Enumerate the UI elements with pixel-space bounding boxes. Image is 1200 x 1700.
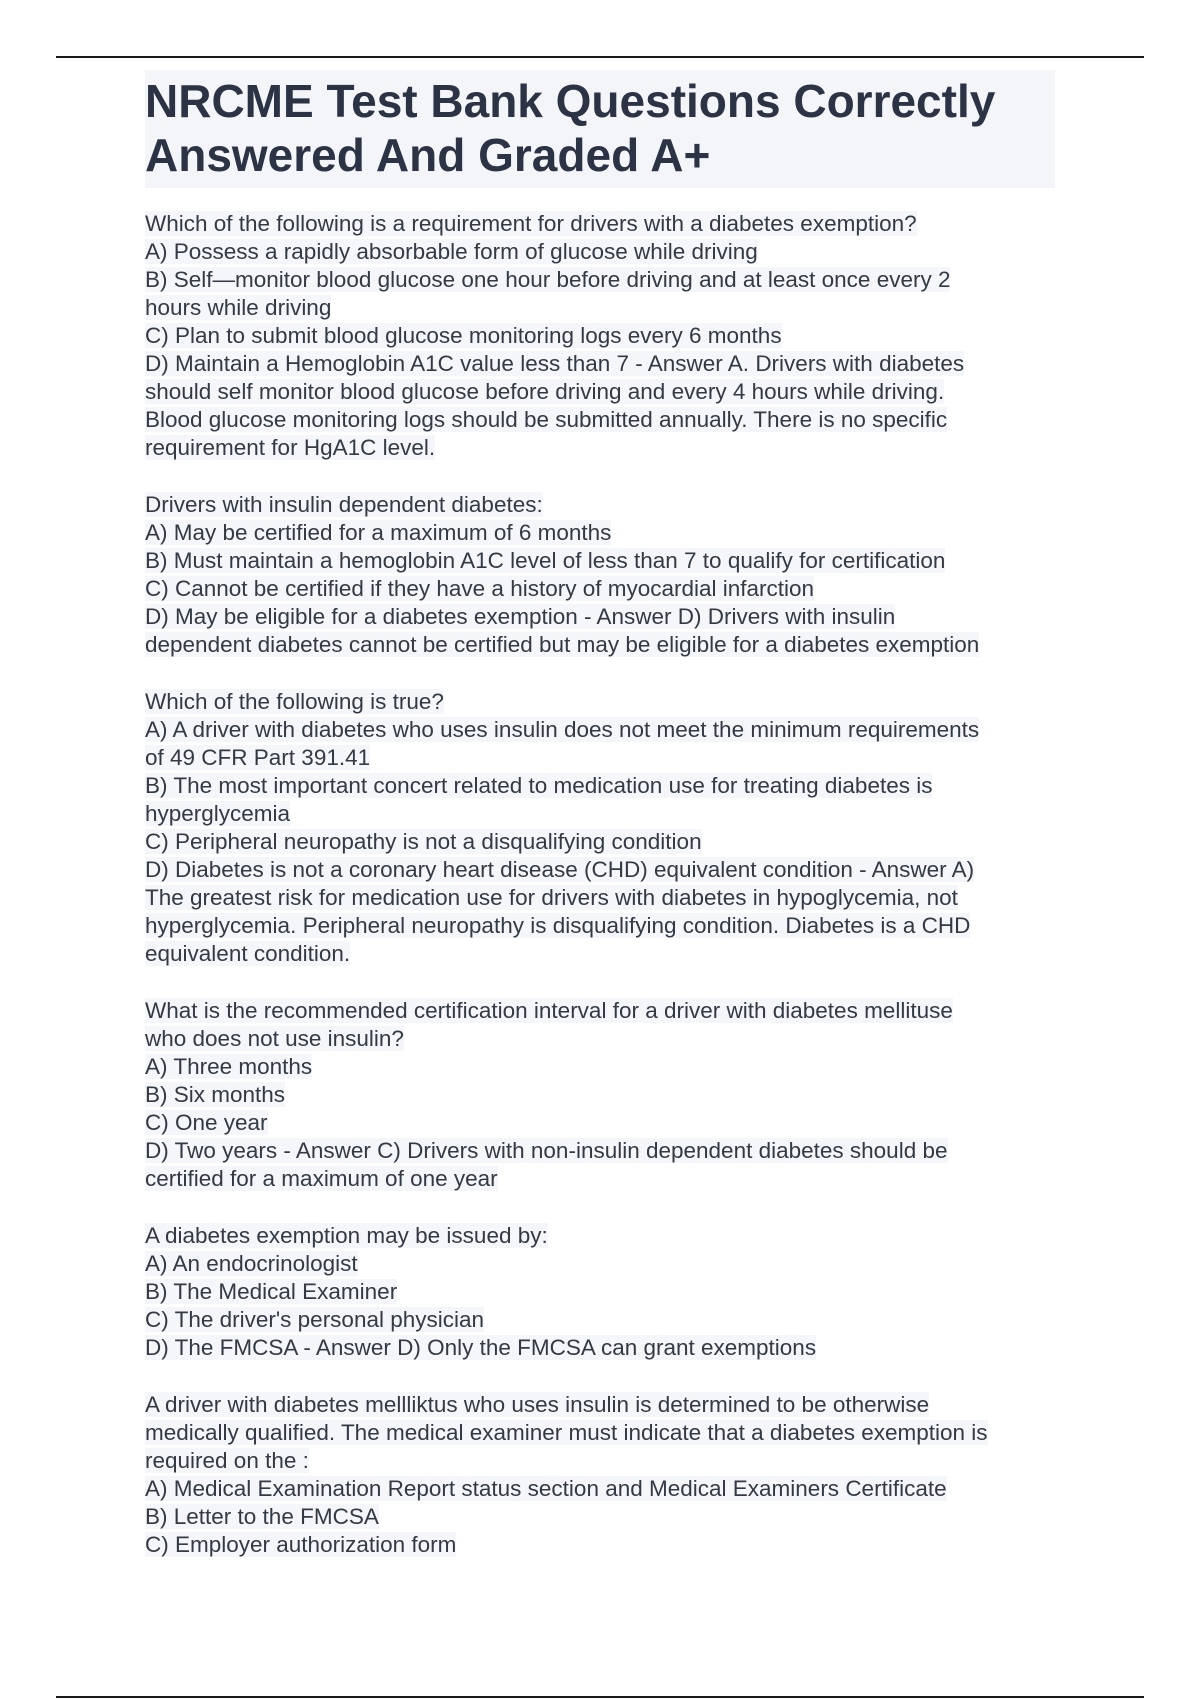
question-line — [145, 350, 1055, 378]
line-text: The greatest risk for medication use for drivers with diabetes in hypoglycemia, not — [145, 885, 958, 910]
top-divider — [56, 56, 1144, 58]
bottom-divider — [56, 1696, 1144, 1698]
question-line — [145, 547, 1055, 575]
question-line — [145, 1475, 1055, 1503]
question-text — [145, 491, 1055, 519]
line-text: who does not use insulin? — [145, 1026, 404, 1051]
question-block — [145, 210, 1055, 462]
line-text: What is the recommended certification interval for a driver with diabetes mellituse — [145, 998, 953, 1023]
line-text: Which of the following is true? — [145, 689, 444, 714]
question-line — [145, 716, 1055, 744]
line-text: A) Possess a rapidly absorbable form of glucose while driving — [145, 239, 758, 264]
question-line — [145, 744, 1055, 772]
line-text: A) May be certified for a maximum of 6 months — [145, 520, 612, 545]
question-line — [145, 912, 1055, 940]
question-block — [145, 1391, 1055, 1559]
line-text: hours while driving — [145, 295, 332, 320]
title-line: Answered And Graded A+ — [145, 129, 711, 181]
document-title — [145, 74, 1055, 182]
question-line — [145, 434, 1055, 462]
line-text: B) The Medical Examiner — [145, 1279, 398, 1304]
question-text — [145, 997, 1055, 1025]
question-line — [145, 1503, 1055, 1531]
line-text: Drivers with insulin dependent diabetes: — [145, 492, 543, 517]
line-text: medically qualified. The medical examiner must indicate that a diabetes exemption is — [145, 1420, 988, 1445]
question-line — [145, 1053, 1055, 1081]
line-text: C) One year — [145, 1110, 268, 1135]
line-text: equivalent condition. — [145, 941, 351, 966]
question-line — [145, 1081, 1055, 1109]
line-text: D) Two years - Answer C) Drivers with non-insulin dependent diabetes should be — [145, 1138, 948, 1163]
question-line — [145, 575, 1055, 603]
line-text: requirement for HgA1C level. — [145, 435, 436, 460]
question-line — [145, 828, 1055, 856]
question-text — [145, 1391, 1055, 1419]
question-line — [145, 266, 1055, 294]
line-text: required on the : — [145, 1448, 309, 1473]
line-text: C) Peripheral neuropathy is not a disqualifying condition — [145, 829, 702, 854]
question-line — [145, 856, 1055, 884]
line-text: should self monitor blood glucose before driving and every 4 hours while driving. — [145, 379, 945, 404]
question-line — [145, 322, 1055, 350]
question-block — [145, 491, 1055, 659]
document-page — [145, 70, 1055, 1588]
question-line — [145, 940, 1055, 968]
question-line — [145, 1250, 1055, 1278]
line-text: D) Maintain a Hemoglobin A1C value less than 7 - Answer A. Drivers with diabetes — [145, 351, 965, 376]
line-text: A) An endocrinologist — [145, 1251, 358, 1276]
question-text — [145, 1222, 1055, 1250]
question-line — [145, 800, 1055, 828]
question-line — [145, 378, 1055, 406]
line-text: B) Self—monitor blood glucose one hour before driving and at least once every 2 — [145, 267, 951, 292]
line-text: C) Cannot be certified if they have a history of myocardial infarction — [145, 576, 815, 601]
line-text: A diabetes exemption may be issued by: — [145, 1223, 548, 1248]
line-text: certified for a maximum of one year — [145, 1166, 498, 1191]
question-block — [145, 1222, 1055, 1362]
question-block — [145, 997, 1055, 1193]
line-text: B) Must maintain a hemoglobin A1C level of less than 7 to qualify for certification — [145, 548, 946, 573]
line-text: A) A driver with diabetes who uses insulin does not meet the minimum requirements — [145, 717, 980, 742]
question-line — [145, 1306, 1055, 1334]
line-text: C) Plan to submit blood glucose monitoring logs every 6 months — [145, 323, 782, 348]
question-list — [145, 210, 1055, 1559]
question-text — [145, 688, 1055, 716]
line-text: A) Medical Examination Report status section and Medical Examiners Certificate — [145, 1476, 947, 1501]
line-text: B) Letter to the FMCSA — [145, 1504, 379, 1529]
question-line — [145, 294, 1055, 322]
line-text: dependent diabetes cannot be certified but may be eligible for a diabetes exemption — [145, 632, 980, 657]
question-line — [145, 1419, 1055, 1447]
question-line — [145, 884, 1055, 912]
line-text: Which of the following is a requirement for drivers with a diabetes exemption? — [145, 211, 917, 236]
question-line — [145, 1025, 1055, 1053]
line-text: D) The FMCSA - Answer D) Only the FMCSA can grant exemptions — [145, 1335, 817, 1360]
line-text: of 49 CFR Part 391.41 — [145, 745, 371, 770]
question-line — [145, 1109, 1055, 1137]
question-line — [145, 1334, 1055, 1362]
question-line — [145, 406, 1055, 434]
line-text: A driver with diabetes mellliktus who uses insulin is determined to be otherwise — [145, 1392, 930, 1417]
question-block — [145, 688, 1055, 968]
question-line — [145, 772, 1055, 800]
line-text: A) Three months — [145, 1054, 313, 1079]
question-line — [145, 1165, 1055, 1193]
line-text: D) Diabetes is not a coronary heart disease (CHD) equivalent condition - Answer A) — [145, 857, 975, 882]
line-text: B) Six months — [145, 1082, 286, 1107]
title-line: NRCME Test Bank Questions Correctly — [145, 75, 996, 127]
question-line — [145, 1447, 1055, 1475]
line-text: hyperglycemia — [145, 801, 291, 826]
question-line — [145, 603, 1055, 631]
question-line — [145, 631, 1055, 659]
question-line — [145, 519, 1055, 547]
line-text: C) The driver's personal physician — [145, 1307, 485, 1332]
line-text: B) The most important concert related to medication use for treating diabetes is — [145, 773, 933, 798]
line-text: D) May be eligible for a diabetes exemption - Answer D) Drivers with insulin — [145, 604, 896, 629]
question-line — [145, 1531, 1055, 1559]
line-text: C) Employer authorization form — [145, 1532, 457, 1557]
line-text: Blood glucose monitoring logs should be submitted annually. There is no specific — [145, 407, 948, 432]
question-line — [145, 238, 1055, 266]
question-line — [145, 1278, 1055, 1306]
line-text: hyperglycemia. Peripheral neuropathy is disqualifying condition. Diabetes is a CHD — [145, 913, 971, 938]
question-text — [145, 210, 1055, 238]
question-line — [145, 1137, 1055, 1165]
title-banner — [145, 70, 1055, 188]
